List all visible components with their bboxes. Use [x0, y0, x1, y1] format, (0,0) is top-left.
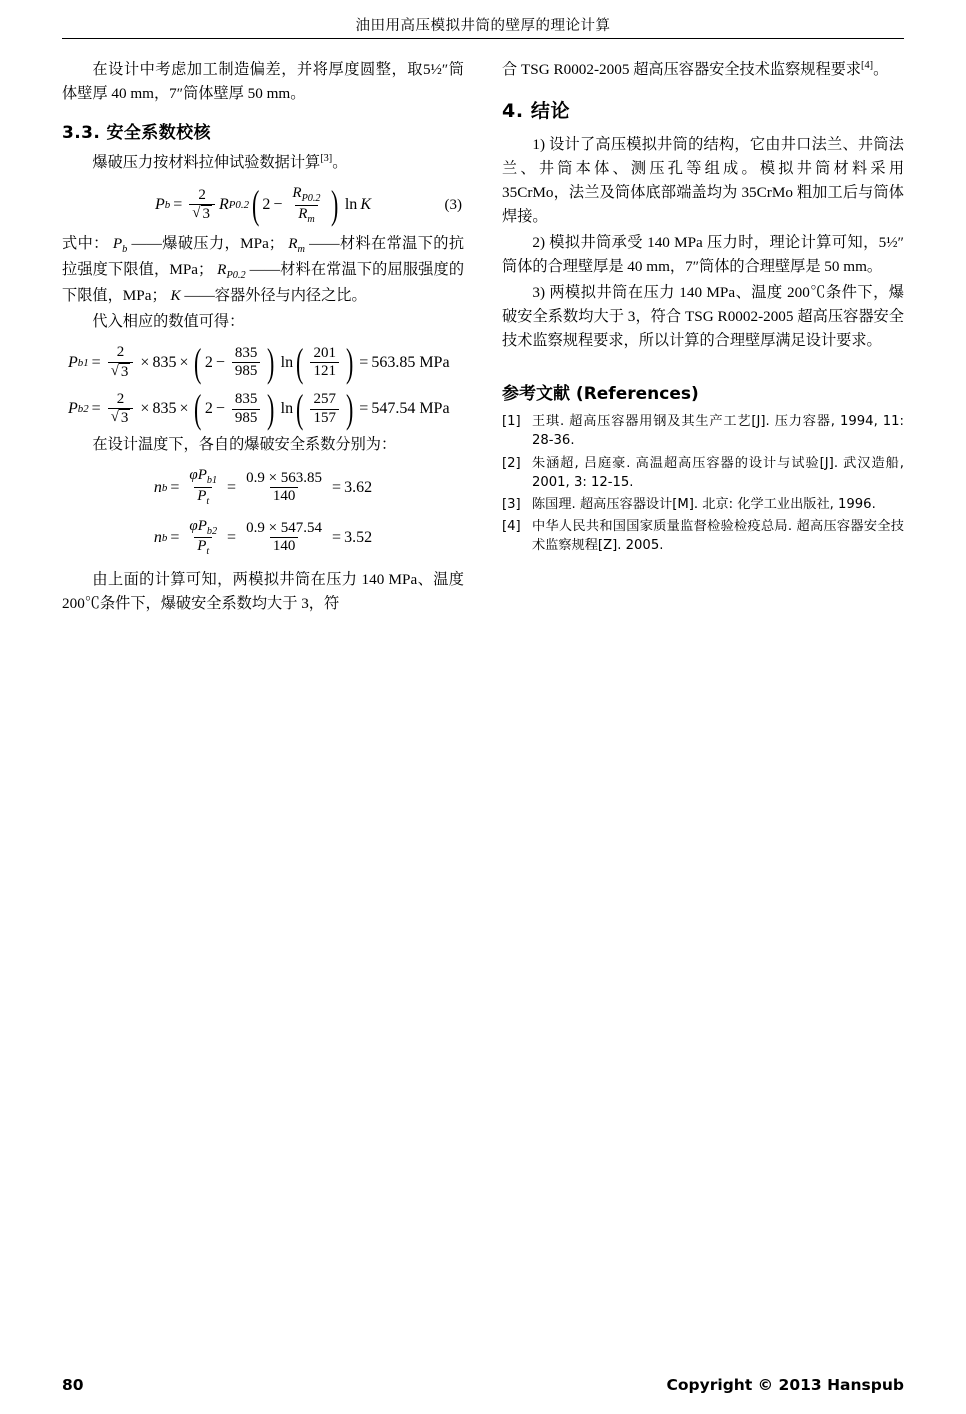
- eq3-K: K: [360, 196, 371, 214]
- paragraph-burst-pressure: [62, 151, 464, 175]
- eq3-paren-left: (: [252, 182, 260, 228]
- sqrt-3: √ 3: [192, 205, 210, 223]
- eq3-ratio-num: $R_{P0.2}$: [292, 185, 321, 205]
- eq-pb2-835: 835: [152, 400, 177, 418]
- eq-pb2-ratio: $\frac{835}{985}$: [232, 391, 261, 427]
- equation-pb1: P b1 = 2 √ 3 × 835 × ( 2 − $\frac{835}{985}$ ) ln ( $\frac{201}{121}$ ) = 563.85 MPa: [68, 339, 450, 385]
- eq3-inner-minus: −: [273, 196, 283, 214]
- equation-nb1: n b = $\frac{\varphi P_{b1}}{P_t}$ = $\frac{0.9 \times 563.85}{140}$ = 3.62: [153, 467, 373, 508]
- page-number: 80: [62, 1376, 84, 1394]
- reference-number: [4]: [502, 518, 521, 534]
- eq-pb1-lhs: P: [68, 353, 78, 371]
- eq-pb1-coefficient: 2 √ 3: [108, 344, 134, 381]
- reference-text: 中华人民共和国国家质量监督检验检疫总局. 超高压容器安全技术监察规程[Z]. 2005.: [532, 518, 904, 554]
- page-footer: [62, 1376, 904, 1394]
- nomen-text-4: ——容器外径与内径之比。: [184, 287, 367, 305]
- eq3-paren-right: ): [330, 182, 338, 228]
- eq-pb1-ratio: $\frac{835}{985}$: [232, 345, 261, 381]
- left-column: [62, 58, 464, 618]
- conclusion-item-2: 2) 模拟井筒承受 140 MPa 压力时，理论计算可知，5½″筒体的合理壁厚是 40 mm，7″筒体的合理壁厚是 50 mm。: [502, 234, 904, 276]
- nomen-text-3: ——材料在常温下的屈服强度的下限值，MPa；: [62, 260, 465, 305]
- eq3-coef-den: [189, 204, 215, 223]
- equation-3-number: (3): [444, 196, 462, 213]
- reference-item: [502, 454, 904, 492]
- eq3-ln: ln: [344, 196, 358, 214]
- nomen-prefix: 式中：: [62, 234, 109, 252]
- conclusion-item-1: 1) 设计了高压模拟井筒的结构，它由井口法兰、井筒法兰、井筒本体、测压孔等组成。模拟井筒材料采用 35CrMo，法兰及筒体底部端盖均为 35CrMo 粗加工后与筒体焊接。: [502, 136, 904, 226]
- section-heading-4: 4. 结论: [502, 100, 571, 123]
- eq3-coef-den-radicand: 3: [202, 206, 210, 223]
- copyright-notice: Copyright © 2013 Hanspub: [666, 1376, 904, 1394]
- paragraph-substitute-values: 代入相应的数值可得：: [92, 313, 245, 331]
- eq3-R-sub: P0.2: [228, 199, 250, 212]
- nomen-text-2: ——材料在常温下的抗拉强度下限值，MPa；: [62, 234, 465, 278]
- nomen-Pb: P: [112, 234, 123, 252]
- reference-item: [502, 412, 904, 450]
- equation-3: P b = 2 √ 3 R P0.2 ( 2 − $\frac{R_{P0.2}}{R_m}$ ) ln K (3): [155, 182, 462, 228]
- reference-number: [1]: [502, 414, 521, 430]
- nomen-K: K: [170, 287, 181, 305]
- eq-pb1-835: 835: [152, 353, 177, 371]
- eq3-ratio-den: $R_m$: [295, 205, 318, 226]
- nomen-Rm: R: [288, 234, 298, 252]
- eq-nb2-lhs: n: [153, 528, 162, 546]
- eq-pb1-ln-ratio: $\frac{201}{121}$: [310, 345, 339, 381]
- section-heading-3-3: 3.3. 安全系数校核: [62, 123, 211, 144]
- eq3-inner-2: 2: [262, 196, 271, 214]
- paragraph-design-rounding: 在设计中考虑加工制造偏差，并将厚度圆整，取5½″筒体壁厚 40 mm，7″筒体壁厚 50 mm。: [62, 61, 464, 103]
- eq3-coefficient: [189, 187, 215, 224]
- reference-item: [502, 495, 904, 514]
- eq3-R: R: [219, 196, 229, 214]
- eq3-ratio: [289, 185, 323, 225]
- nomen-RP02: R: [217, 260, 227, 278]
- eq-nb1-lhs: n: [153, 478, 162, 496]
- eq-nb1-ratio-symbolic: $\frac{\varphi P_{b1}}{P_t}$: [189, 467, 218, 508]
- paragraph-conclusion-bridge: 由上面的计算可知，两模拟井筒在压力 140 MPa、温度 200℃条件下，爆破安全系数均大于 3，符: [62, 571, 464, 613]
- eq-pb1-result: 563.85 MPa: [371, 353, 450, 371]
- paragraph-continued: 合 TSG R0002-2005 超高压容器安全技术监察规程要求[4]。: [502, 60, 889, 79]
- reference-number: [3]: [502, 496, 521, 512]
- reference-item: [502, 517, 904, 555]
- two-column-body: [62, 58, 904, 618]
- eq-pb2-lhs: P: [68, 400, 78, 418]
- equation-nb2: n b = $\frac{\varphi P_{b2}}{P_t}$ = $\frac{0.9 \times 547.54}{140}$ = 3.52: [153, 517, 373, 558]
- reference-text: 陈国理. 超高压容器设计[M]. 北京: 化学工业出版社, 1996.: [532, 496, 876, 512]
- equation-pb2: P b2 = 2 √ 3 × 835 × ( 2 − $\frac{835}{985}$ ) ln ( $\frac{257}{157}$ ) = 547.54 MPa: [68, 386, 450, 432]
- eq3-lhs-sub: b: [164, 199, 171, 212]
- eq-nb2-result: 3.52: [344, 528, 373, 546]
- eq-nb1-ratio-numeric: $\frac{0.9 \times 563.85}{140}$: [246, 469, 323, 505]
- citation-marker: [3]: [320, 153, 333, 165]
- eq3-lhs: P: [155, 196, 165, 214]
- eq-pb2-result: 547.54 MPa: [371, 400, 450, 418]
- eq-pb2-coefficient: 2 √ 3: [108, 391, 134, 428]
- right-column: [502, 58, 904, 618]
- references-heading: 参考文献 (References): [502, 384, 699, 405]
- nomen-text-1: ——爆破压力，MPa；: [131, 234, 284, 252]
- paragraph-safety-factors: 在设计温度下，各自的爆破安全系数分别为：: [92, 436, 397, 454]
- running-head: 油田用高压模拟井筒的壁厚的理论计算: [355, 18, 611, 34]
- header-rule: [62, 38, 904, 39]
- paragraph-burst-pressure-text: 爆破压力按材料拉伸试验数据计算[3]。: [92, 153, 348, 172]
- paragraph-nomenclature: 式中： $P_b$ ——爆破压力，MPa； $R_m$ ——材料在常温下的抗拉强度下限值，MPa； $R_{P0.2}$ ——材料在常温下的屈服强度的下限值，MPa； K ——容器外径与内径之比。: [62, 234, 465, 305]
- conclusion-item-3: 3) 两模拟井筒在压力 140 MPa、温度 200℃条件下，爆破安全系数均大于 3，符合 TSG R0002-2005 超高压容器安全技术监察规程要求，所以计算的合理壁厚满足设计要求。: [502, 284, 904, 350]
- citation-marker: [4]: [861, 60, 874, 71]
- eq3-coef-num: 2: [198, 187, 206, 204]
- reference-text: 王琪. 超高压容器用钢及其生产工艺[J]. 压力容器, 1994, 11: 28-36.: [532, 414, 904, 449]
- reference-number: [2]: [502, 455, 521, 471]
- eq-pb2-ln-ratio: $\frac{257}{157}$: [310, 391, 339, 427]
- reference-text: 朱涵超, 吕庭豪. 高温超高压容器的设计与试验[J]. 武汉造船, 2001, 3: 12-15.: [532, 455, 904, 490]
- eq-nb1-result: 3.62: [344, 478, 373, 496]
- eq-nb2-ratio-symbolic: $\frac{\varphi P_{b2}}{P_t}$: [189, 517, 218, 558]
- eq-nb2-ratio-numeric: $\frac{0.9 \times 547.54}{140}$: [246, 520, 323, 555]
